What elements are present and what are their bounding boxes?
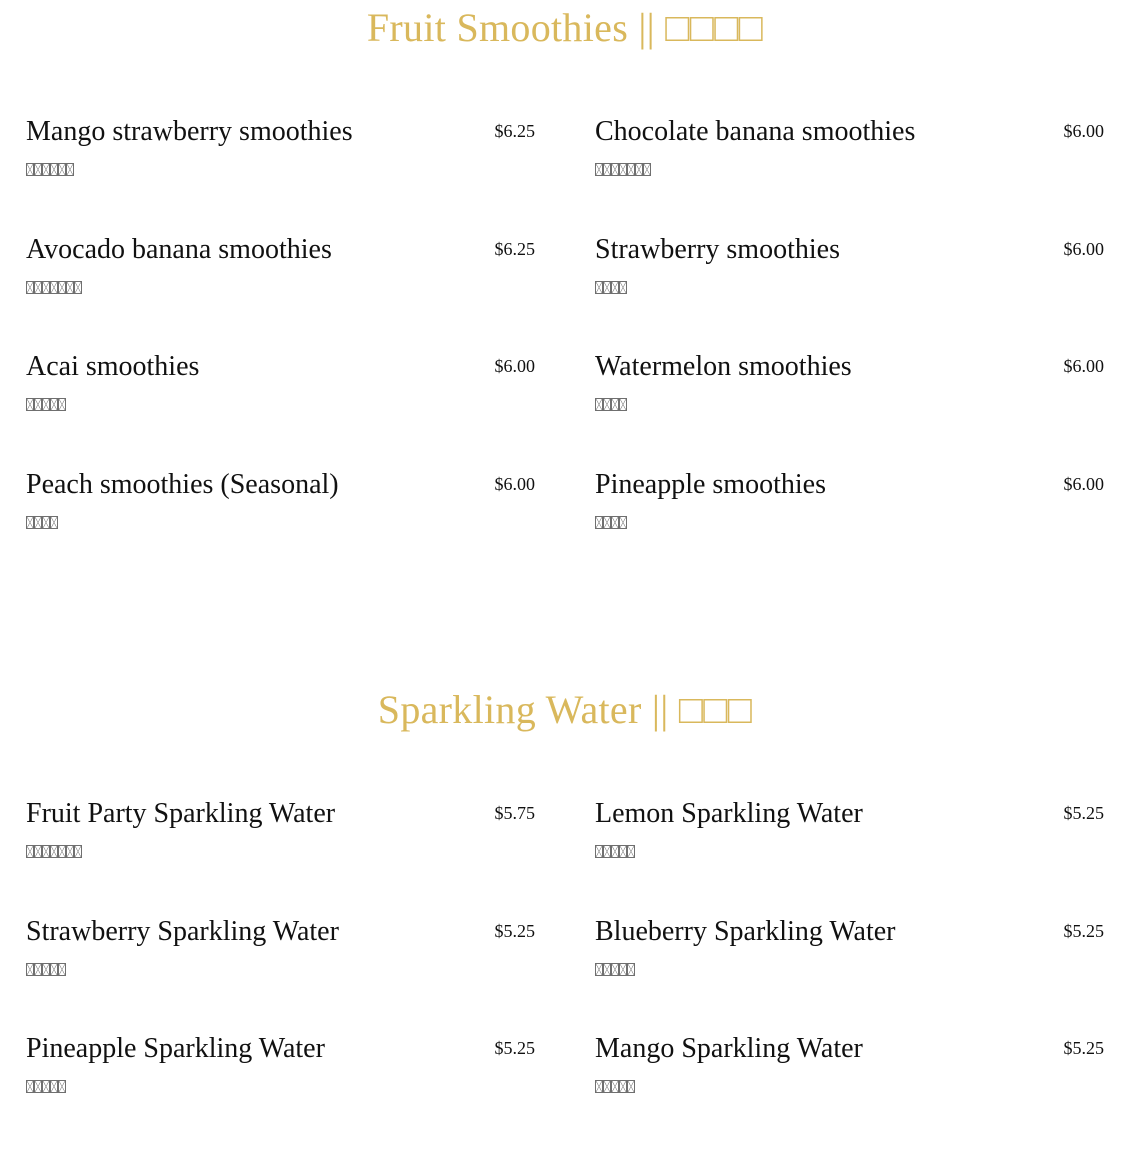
menu-item-price: $6.00	[494, 473, 535, 494]
section-title-sparkling-water: Sparkling Water || □□□	[377, 687, 753, 732]
menu-item-subtitle-missing-glyphs	[595, 281, 627, 297]
menu-item-price: $5.25	[1063, 1038, 1104, 1058]
missing-glyph-box	[627, 963, 635, 976]
missing-glyph-box	[595, 398, 603, 411]
menu-item	[26, 797, 535, 915]
menu-item-name: Avocado banana smoothies	[26, 233, 332, 265]
menu-item-subtitle-missing-glyphs	[595, 845, 635, 861]
missing-glyph-box	[34, 163, 42, 176]
missing-glyph-box	[42, 845, 50, 858]
menu-item	[595, 468, 1104, 586]
menu-item-price: $6.25	[494, 238, 535, 259]
menu-item-price: $6.00	[1063, 121, 1104, 141]
missing-glyph-box	[26, 516, 34, 529]
missing-glyph-box	[619, 398, 627, 411]
missing-glyph-box	[50, 398, 58, 411]
missing-glyph-box	[627, 163, 635, 176]
missing-glyph-box	[611, 845, 619, 858]
menu-grid-fruit-smoothies	[26, 115, 1104, 585]
menu-item-name: Watermelon smoothies	[595, 351, 852, 382]
missing-glyph-box	[26, 398, 34, 411]
menu-item	[595, 797, 1104, 915]
missing-glyph-box	[26, 163, 34, 176]
missing-glyph-box	[611, 281, 619, 294]
missing-glyph-box	[50, 516, 58, 529]
menu-item-subtitle-missing-glyphs	[595, 963, 635, 979]
missing-glyph-box	[50, 163, 58, 176]
menu-item	[595, 115, 1104, 233]
missing-glyph-box	[595, 281, 603, 294]
menu-item	[595, 233, 1104, 351]
missing-glyph-box	[619, 845, 627, 858]
menu-item	[595, 350, 1104, 468]
menu-item	[26, 468, 535, 586]
missing-glyph-box	[603, 163, 611, 176]
missing-glyph-box	[34, 963, 42, 976]
menu-item-name: Blueberry Sparkling Water	[595, 915, 896, 947]
missing-glyph-box	[595, 845, 603, 858]
missing-glyph-box	[50, 1080, 58, 1093]
missing-glyph-box	[66, 163, 74, 176]
missing-glyph-box	[603, 1080, 611, 1093]
menu-item-subtitle-missing-glyphs	[26, 963, 66, 979]
menu-item-subtitle-missing-glyphs	[26, 845, 82, 861]
missing-glyph-box	[603, 398, 611, 411]
missing-glyph-box	[26, 281, 34, 294]
missing-glyph-box	[42, 281, 50, 294]
menu-item	[26, 115, 535, 233]
menu-item-name: Strawberry smoothies	[595, 233, 840, 265]
missing-glyph-box	[619, 163, 627, 176]
missing-glyph-box	[50, 281, 58, 294]
missing-glyph-box	[34, 398, 42, 411]
missing-glyph-box	[595, 963, 603, 976]
menu-item-subtitle-missing-glyphs	[595, 516, 627, 532]
missing-glyph-box	[42, 516, 50, 529]
menu-item	[26, 350, 535, 468]
missing-glyph-box	[595, 1080, 603, 1093]
missing-glyph-box	[74, 281, 82, 294]
menu-item-price: $6.00	[494, 356, 535, 376]
missing-glyph-box	[611, 516, 619, 529]
missing-glyph-box	[603, 516, 611, 529]
missing-glyph-box	[58, 163, 66, 176]
menu-item-price: $6.00	[1063, 356, 1104, 376]
missing-glyph-box	[58, 281, 66, 294]
menu-item	[26, 1032, 535, 1150]
menu-item	[595, 1032, 1104, 1150]
menu-item-price: $5.25	[1063, 803, 1104, 823]
missing-glyph-box	[619, 1080, 627, 1093]
menu-item-name: Pineapple smoothies	[595, 468, 826, 500]
menu-item	[26, 915, 535, 1033]
menu-item-price: $5.25	[1063, 920, 1104, 941]
menu-item-price: $6.25	[494, 121, 535, 141]
menu-grid-sparkling-water	[26, 797, 1104, 1150]
missing-glyph-box	[26, 963, 34, 976]
missing-glyph-box	[66, 845, 74, 858]
missing-glyph-box	[627, 1080, 635, 1093]
missing-glyph-box	[58, 398, 66, 411]
menu-item-price: $6.00	[1063, 473, 1104, 494]
menu-item-name: Peach smoothies (Seasonal)	[26, 468, 339, 500]
missing-glyph-box	[58, 845, 66, 858]
missing-glyph-box	[603, 845, 611, 858]
menu-item-subtitle-missing-glyphs	[26, 163, 74, 179]
missing-glyph-box	[58, 1080, 66, 1093]
menu-item-subtitle-missing-glyphs	[595, 163, 651, 179]
missing-glyph-box	[595, 163, 603, 176]
missing-glyph-box	[34, 1080, 42, 1093]
menu-item-name: Mango Sparkling Water	[595, 1033, 863, 1064]
menu-item	[26, 233, 535, 351]
menu-item-name: Acai smoothies	[26, 351, 200, 382]
menu-item-name: Fruit Party Sparkling Water	[26, 798, 336, 829]
missing-glyph-box	[42, 963, 50, 976]
menu-item-subtitle-missing-glyphs	[26, 398, 66, 414]
missing-glyph-box	[26, 1080, 34, 1093]
menu-item-name: Strawberry Sparkling Water	[26, 915, 339, 947]
missing-glyph-box	[619, 281, 627, 294]
missing-glyph-box	[611, 398, 619, 411]
menu-item-price: $6.00	[1063, 238, 1104, 259]
missing-glyph-box	[50, 963, 58, 976]
section-title-fruit-smoothies: Fruit Smoothies || □□□□	[366, 5, 764, 50]
missing-glyph-box	[42, 398, 50, 411]
menu-item-name: Mango strawberry smoothies	[26, 116, 353, 147]
missing-glyph-box	[58, 963, 66, 976]
menu-item-price: $5.25	[494, 1038, 535, 1058]
menu-item	[595, 915, 1104, 1033]
missing-glyph-box	[34, 281, 42, 294]
missing-glyph-box	[66, 281, 74, 294]
missing-glyph-box	[619, 963, 627, 976]
missing-glyph-box	[611, 163, 619, 176]
menu-item-subtitle-missing-glyphs	[26, 281, 82, 297]
menu-item-price: $5.75	[494, 803, 535, 823]
menu-item-subtitle-missing-glyphs	[26, 516, 58, 532]
menu-item-subtitle-missing-glyphs	[26, 1080, 66, 1096]
missing-glyph-box	[42, 163, 50, 176]
menu-item-subtitle-missing-glyphs	[595, 1080, 635, 1096]
missing-glyph-box	[611, 963, 619, 976]
menu-item-subtitle-missing-glyphs	[595, 398, 627, 414]
missing-glyph-box	[627, 845, 635, 858]
missing-glyph-box	[50, 845, 58, 858]
missing-glyph-box	[26, 845, 34, 858]
missing-glyph-box	[643, 163, 651, 176]
menu-item-name: Pineapple Sparkling Water	[26, 1033, 325, 1064]
missing-glyph-box	[34, 516, 42, 529]
missing-glyph-box	[619, 516, 627, 529]
menu-item-name: Chocolate banana smoothies	[595, 116, 916, 147]
missing-glyph-box	[603, 963, 611, 976]
missing-glyph-box	[34, 845, 42, 858]
missing-glyph-box	[611, 1080, 619, 1093]
missing-glyph-box	[42, 1080, 50, 1093]
missing-glyph-box	[603, 281, 611, 294]
missing-glyph-box	[595, 516, 603, 529]
missing-glyph-box	[74, 845, 82, 858]
missing-glyph-box	[635, 163, 643, 176]
menu-item-name: Lemon Sparkling Water	[595, 798, 863, 829]
menu-item-price: $5.25	[494, 920, 535, 941]
